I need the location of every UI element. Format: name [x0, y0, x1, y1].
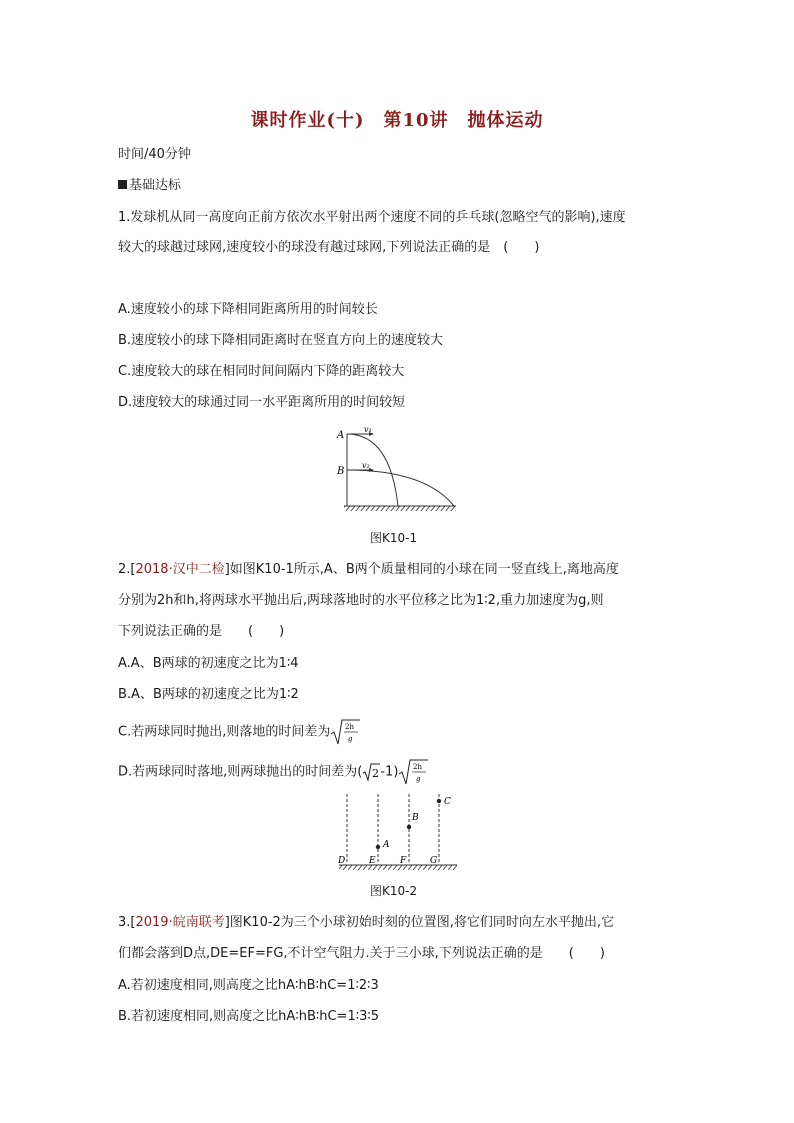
q2-stem-rest: ]如图K10-1所示,A、B两个质量相同的小球在同一竖直线上,离地高度: [224, 562, 619, 577]
fig1-label-a: A: [337, 430, 345, 441]
section-square-icon: [118, 180, 127, 189]
q2-source: 2018·汉中二检: [135, 562, 225, 577]
q1-stem-line1: 1.发球机从同一高度向正前方依次水平射出两个速度不同的乒乓球(忽略空气的影响),速度: [118, 210, 626, 225]
q2-stem-line3: 下列说法正确的是 ( ): [118, 624, 285, 639]
q1-option-d: D.速度较大的球通过同一水平距离所用的时间较短: [118, 395, 406, 410]
sqrt-numerator: 2h: [345, 723, 355, 731]
fig2-label-g: G: [430, 856, 438, 866]
q1-stem-line2: 较大的球越过球网,速度较小的球没有越过球网,下列说法正确的是 ( ): [118, 240, 540, 255]
fig2-label-c: C: [444, 797, 451, 807]
q3-stem-line1: [118, 913, 614, 933]
time-limit: 时间/40分钟: [118, 147, 191, 162]
q1-option-c: C.速度较大的球在相同时间间隔内下降的距离较大: [118, 364, 405, 379]
fig2-ball-c: [437, 799, 441, 803]
fig1-label-b: B: [337, 466, 345, 477]
q2-option-c-sqrt: [330, 718, 360, 746]
sqrt-two-radicand: 2: [372, 767, 380, 780]
q2-option-d-mid: -1): [380, 764, 399, 780]
section-label: 基础达标: [129, 178, 182, 193]
section-heading: [118, 176, 181, 196]
fig2-label-f: F: [400, 856, 407, 866]
fig1-label-v2: v₂: [362, 461, 370, 470]
page-title: 课时作业(十) 第10讲 抛体运动: [250, 110, 544, 131]
fig1-trajectory-b: [347, 470, 454, 506]
q3-stem-line2: 们都会落到D点,DE=EF=FG,不计空气阻力.关于三小球,下列说法正确的是 ( ): [118, 946, 605, 961]
q2-option-d-sqrt: [398, 758, 428, 786]
fig2-ball-b: [407, 825, 411, 829]
sqrt-numerator: 2h: [413, 763, 423, 771]
fig2-caption: 图K10-2: [370, 884, 418, 898]
fig2-ball-a: [376, 845, 380, 849]
sqrt-sign-icon: [362, 762, 380, 782]
fig2-label-a: A: [383, 840, 390, 850]
q2-stem-line2: 分别为2h和h,将两球水平抛出后,两球落地时的水平位移之比为1∶2,重力加速度为g,则: [118, 593, 604, 608]
sqrt-denominator: g: [416, 775, 421, 783]
q2-option-d-sqrt-two: [362, 762, 380, 782]
sqrt-denominator: g: [348, 735, 353, 743]
q3-source: 2019·皖南联考: [135, 915, 225, 930]
figure-k10-2: [333, 792, 463, 874]
q3-prefix: 3.[: [118, 915, 136, 930]
q2-stem-line1: [118, 560, 619, 580]
q1-option-a: A.速度较小的球下降相同距离所用的时间较长: [118, 302, 378, 317]
q2-option-c: [118, 718, 360, 746]
q3-option-a: A.若初速度相同,则高度之比hA∶hB∶hC=1∶2∶3: [118, 978, 379, 993]
q2-option-d: [118, 758, 428, 786]
fig1-caption: 图K10-1: [370, 531, 418, 545]
q2-option-a: A.A、B两球的初速度之比为1∶4: [118, 656, 299, 671]
fig2-ground-hatch: [339, 865, 457, 870]
q2-option-b: B.A、B两球的初速度之比为1∶2: [118, 687, 299, 702]
q2-option-d-text: D.若两球同时落地,则两球抛出的时间差为(: [118, 764, 363, 780]
fig1-ground-hatch: [344, 506, 456, 511]
figure-k10-1: [330, 422, 470, 522]
fig2-label-d: D: [338, 856, 346, 866]
fig2-label-b: B: [412, 813, 419, 823]
sqrt-sign-icon: [330, 718, 360, 746]
q2-prefix: 2.[: [118, 562, 136, 577]
q3-option-b: B.若初速度相同,则高度之比hA∶hB∶hC=1∶3∶5: [118, 1009, 380, 1024]
fig2-label-e: E: [369, 856, 376, 866]
q1-option-b: B.速度较小的球下降相同距离时在竖直方向上的速度较大: [118, 333, 444, 348]
q3-stem-rest: ]图K10-2为三个小球初始时刻的位置图,将它们同时向左水平抛出,它: [224, 915, 615, 930]
q2-option-c-text: C.若两球同时抛出,则落地的时间差为: [118, 724, 331, 740]
fig1-label-v1: v₁: [364, 425, 372, 434]
sqrt-sign-icon: [398, 758, 428, 786]
